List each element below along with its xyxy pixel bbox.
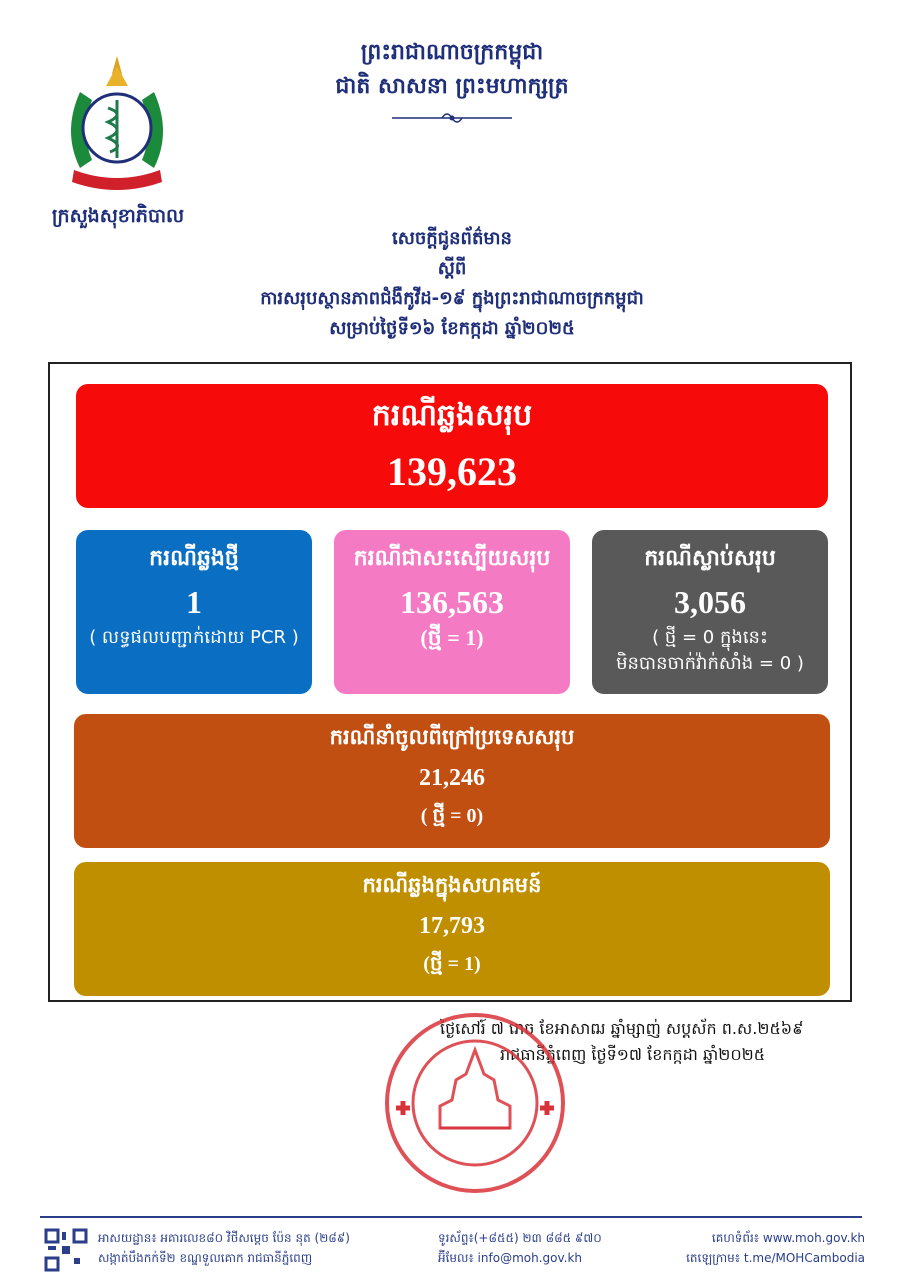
email-address[interactable]: អ៊ីមែល៖ info@moh.gov.kh bbox=[438, 1251, 583, 1265]
imported-cases-card bbox=[74, 714, 830, 848]
kingdom-motto: ជាតិ សាសនា ព្រះមហាក្សត្រ bbox=[335, 74, 569, 99]
press-release-about: ស្តីពី bbox=[437, 258, 467, 279]
new-cases-note: ( លទ្ធផលបញ្ជាក់ដោយ PCR ) bbox=[89, 627, 299, 648]
imported-note: ( ថ្មី = 0) bbox=[420, 805, 484, 827]
total-cases-label: ករណីឆ្លងសរុប bbox=[371, 398, 533, 433]
community-cases-card bbox=[74, 862, 830, 996]
press-release-title: សេចក្តីជូនព័ត៌មាន bbox=[392, 228, 512, 249]
qr-code-icon bbox=[44, 1228, 88, 1272]
deaths-label: ករណីស្លាប់សរុប bbox=[644, 546, 776, 571]
new-cases-card bbox=[76, 530, 312, 694]
lunar-date: ថ្ងៃសៅរ៍ ៧ រោច ខែអាសាឍ ឆ្នាំម្សាញ់ សប្តស័ក ព.ស.២៥៦៩ bbox=[440, 1019, 804, 1038]
press-release-date: សម្រាប់ថ្ងៃទី១៦ ខែកក្កដា ឆ្នាំ២០២៥ bbox=[329, 318, 575, 339]
footer-divider bbox=[40, 1216, 862, 1218]
community-value: 17,793 bbox=[419, 913, 485, 939]
imported-value: 21,246 bbox=[419, 765, 485, 791]
phone-number: ទូរស័ព្ទ៖(+៨៥៥) ២៣ ៨៨៥ ៩៧០ bbox=[438, 1231, 602, 1245]
community-note: (ថ្មី = 1) bbox=[423, 953, 481, 975]
recovered-note: (ថ្មី = 1) bbox=[420, 625, 484, 650]
official-seal-stamp bbox=[382, 1010, 568, 1196]
recovered-value: 136,563 bbox=[400, 584, 504, 620]
press-release-subject: ការសរុបស្ថានភាពជំងឺកូវីដ-១៩ ក្នុងព្រះរាជាណាចក្រកម្ពុជា bbox=[260, 288, 644, 309]
ministry-name: ក្រសួងសុខាភិបាល bbox=[51, 205, 185, 227]
total-cases-card bbox=[76, 384, 828, 508]
address-line-2: សង្កាត់បឹងកក់ទី២ ខណ្ឌទួលគោក រាជធានីភ្នំពេញ bbox=[98, 1251, 313, 1265]
new-cases-value: 1 bbox=[186, 584, 202, 620]
deaths-card bbox=[592, 530, 828, 694]
community-label: ករណីឆ្លងក្នុងសហគមន៍ bbox=[362, 873, 542, 897]
imported-label: ករណីនាំចូលពីក្រៅប្រទេសសរុប bbox=[329, 725, 575, 749]
solar-date: រាជធានីភ្នំពេញ ថ្ងៃទី១៧ ខែកក្កដា ឆ្នាំ២០២៥ bbox=[500, 1045, 766, 1064]
telegram-link[interactable]: តេឡេក្រាម៖ t.me/MOHCambodia bbox=[686, 1251, 865, 1265]
footer-links bbox=[680, 1228, 865, 1268]
recovered-label: ករណីជាសះស្បើយសរុប bbox=[353, 546, 551, 571]
footer-contact bbox=[438, 1228, 668, 1268]
deaths-note-2: មិនបានចាក់វ៉ាក់សាំង = 0 ) bbox=[616, 653, 804, 674]
deaths-value: 3,056 bbox=[674, 584, 746, 620]
new-cases-label: ករណីឆ្លងថ្មី bbox=[149, 546, 239, 571]
ministry-logo bbox=[58, 52, 176, 200]
ornament-divider bbox=[392, 108, 512, 128]
footer-address bbox=[98, 1228, 398, 1268]
deaths-note-1: ( ថ្មី = 0 ក្នុងនេះ bbox=[652, 627, 768, 648]
kingdom-title: ព្រះរាជាណាចក្រកម្ពុជា bbox=[360, 40, 544, 65]
website-link[interactable]: គេហទំព័រ៖ www.moh.gov.kh bbox=[711, 1231, 865, 1245]
total-cases-value: 139,623 bbox=[387, 449, 517, 494]
recovered-card bbox=[334, 530, 570, 694]
address-line-1: អាសយដ្ឋាន៖ អគារលេខ៨០ វិថីសម្តេច ប៉ែន នុត (២៨៩) bbox=[98, 1231, 350, 1245]
